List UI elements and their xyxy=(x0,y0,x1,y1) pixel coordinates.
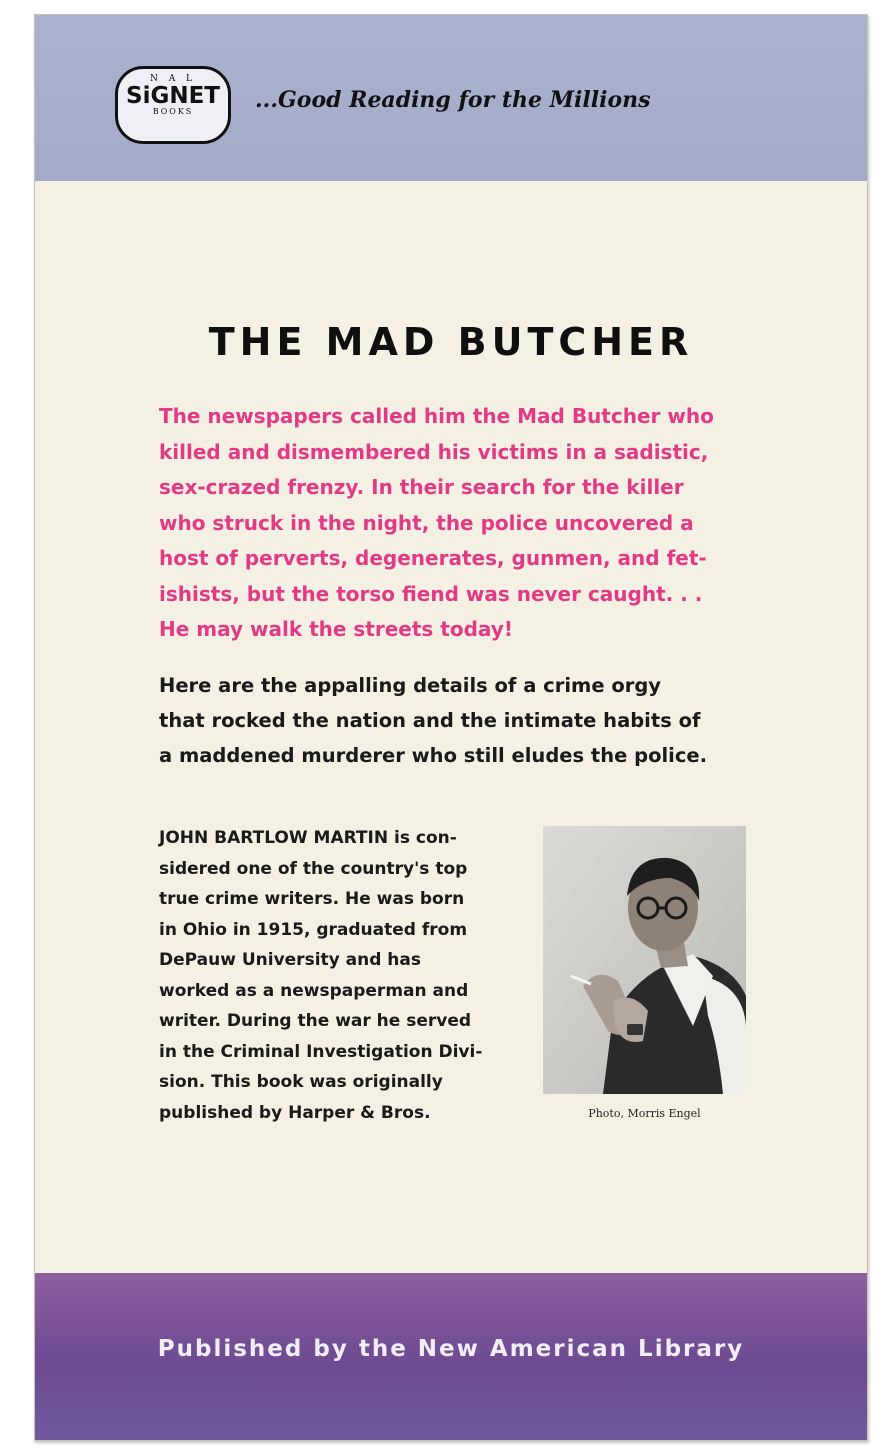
blurb-line: The newspapers called him the Mad Butcher who xyxy=(159,404,714,428)
description-line: that rocked the nation and the intimate habits of xyxy=(159,709,701,732)
signet-logo xyxy=(115,66,231,144)
bio-line: sidered one of the country's top xyxy=(159,858,468,879)
blurb-line: host of perverts, degenerates, gunmen, and fet- xyxy=(159,546,707,570)
bio-line: published by Harper & Bros. xyxy=(159,1102,431,1123)
author-photo xyxy=(543,826,746,1094)
blurb-line: who struck in the night, the police uncovered a xyxy=(159,510,694,535)
photo-credit: Photo, Morris Engel xyxy=(588,1107,701,1120)
blurb-line: killed and dismembered his victims in a sadistic, xyxy=(159,439,709,464)
logo-top-text: N A L xyxy=(149,74,197,84)
bio-line: sion. This book was originally xyxy=(159,1072,443,1092)
logo-bottom-text: BOOKS xyxy=(152,107,194,116)
header-band xyxy=(35,15,867,181)
bio-line: writer. During the war he served xyxy=(159,1011,472,1031)
description-line: Here are the appalling details of a crime orgy xyxy=(159,674,662,697)
bio-line: in Ohio in 1915, graduated from xyxy=(159,919,468,940)
bio-line: JOHN BARTLOW MARTIN is con- xyxy=(159,828,457,848)
description-paragraph xyxy=(159,668,759,773)
blurb-line: sex-crazed frenzy. In their search for the killer xyxy=(159,475,684,499)
author-bio xyxy=(159,823,529,1128)
bio-line: true crime writers. He was born xyxy=(159,889,465,909)
blurb-paragraph xyxy=(159,399,759,648)
logo-main-text: SiGNET xyxy=(126,83,220,109)
tagline: ...Good Reading for the Millions xyxy=(255,87,651,113)
blurb-line: ishists, but the torso fiend was never caught. . . xyxy=(159,581,703,606)
bio-line: DePauw University and has xyxy=(159,950,421,970)
description-line: a maddened murderer who still eludes the police. xyxy=(159,744,708,767)
book-back-cover xyxy=(34,14,868,1441)
bio-line: in the Criminal Investigation Divi- xyxy=(159,1041,483,1062)
blurb-line: He may walk the streets today! xyxy=(159,617,513,641)
bio-line: worked as a newspaperman and xyxy=(159,980,469,1001)
publisher-line: Published by the New American Library xyxy=(157,1336,745,1362)
book-title: THE MAD BUTCHER xyxy=(208,320,694,364)
